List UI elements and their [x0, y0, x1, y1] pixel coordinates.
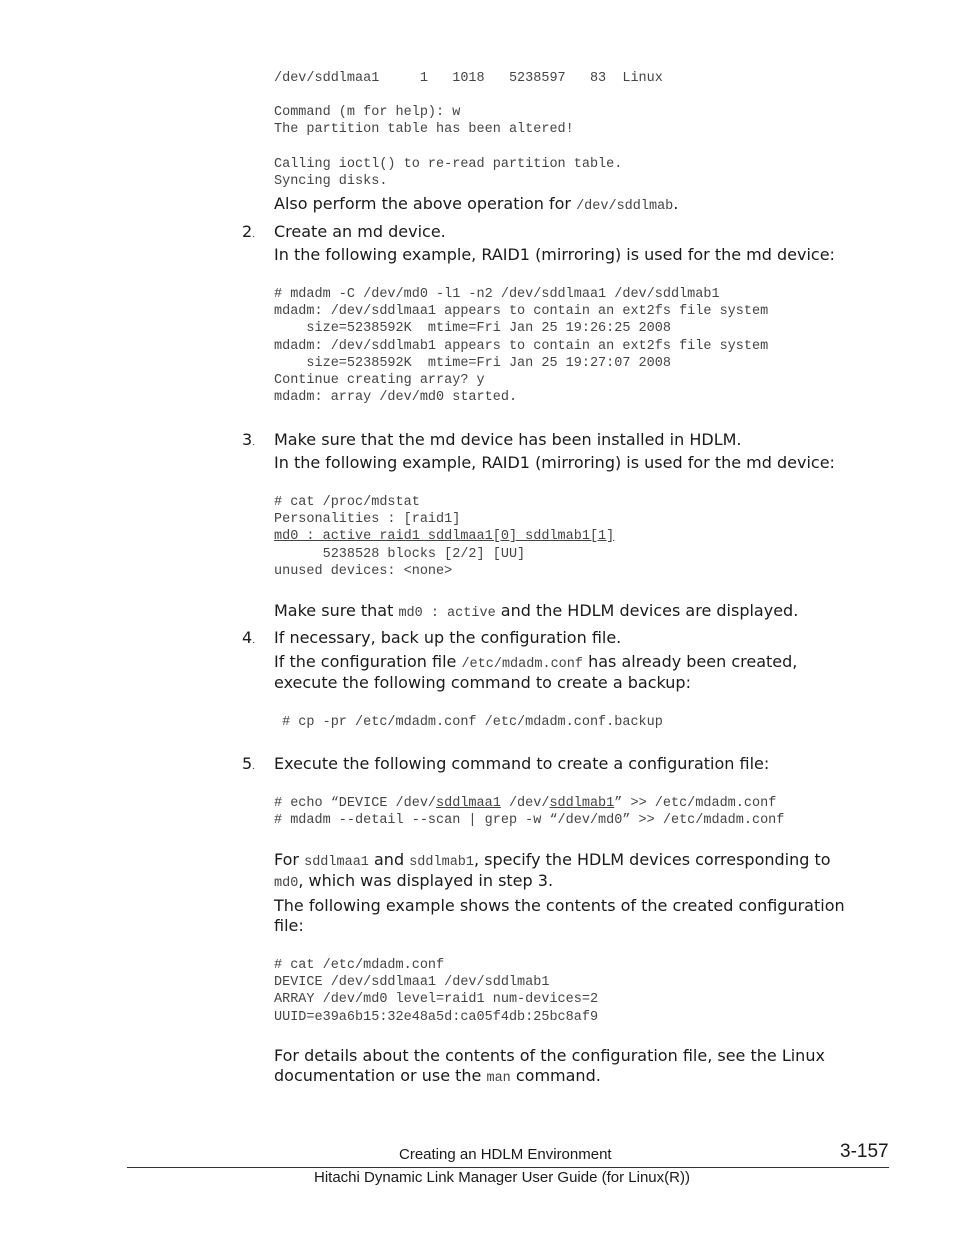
code-block-create-conf [274, 795, 784, 829]
code-line: ARRAY /dev/md0 level=raid1 num-devices=2 [274, 992, 599, 1008]
footer-chapter: Creating an HDLM Environment [399, 1146, 612, 1163]
step5-details-text-2: documentation or use the man command. [274, 1066, 601, 1086]
code-line: DEVICE /dev/sddlmaa1 /dev/sddlmab1 [274, 975, 550, 991]
code-line: Command (m for help): w [274, 105, 461, 121]
code-line: # cat /etc/mdadm.conf [274, 958, 445, 973]
step5-for-text: For sddlmaa1 and sddlmab1, specify the HDLM devices corresponding to [274, 850, 831, 870]
step3-desc: In the following example, RAID1 (mirroring) is used for the md device: [274, 453, 835, 472]
step-number-4: 4. [242, 628, 256, 647]
step2-desc: In the following example, RAID1 (mirroring) is used for the md device: [274, 245, 835, 264]
step5-example-text-2: file: [274, 916, 304, 935]
code-line: UUID=e39a6b15:32e48a5d:ca05f4db:25bc8af9 [274, 1009, 599, 1025]
code-line: 5238528 blocks [2/2] [UU] [274, 546, 526, 562]
code-block-mdstat [274, 494, 614, 580]
code-line: size=5238592K mtime=Fri Jan 25 19:27:07 2008 [274, 355, 671, 371]
step4-desc2: execute the following command to create a backup: [274, 673, 691, 692]
step2-title: Create an md device. [274, 222, 446, 241]
also-perform-text: Also perform the above operation for /dev/sddlmab. [274, 194, 679, 214]
step5-for-text-2: md0, which was displayed in step 3. [274, 871, 554, 891]
code-line: Continue creating array? y [274, 373, 485, 389]
code-line: mdadm: array /dev/md0 started. [274, 390, 518, 406]
code-block-fdisk [274, 70, 663, 190]
code-line: unused devices: <none> [274, 563, 453, 579]
code-line: # mdadm -C /dev/md0 -l1 -n2 /dev/sddlmaa1 /dev/sddlmab1 [274, 287, 720, 302]
code-line: Personalities : [raid1] [274, 512, 461, 528]
step4-title: If necessary, back up the configuration file. [274, 628, 622, 647]
step-number-5: 5. [242, 754, 256, 773]
code-block-conf-contents [274, 957, 598, 1026]
step3-check: Make sure that md0 : active and the HDLM devices are displayed. [274, 601, 799, 621]
code-line-highlight: md0 : active raid1 sddlmaa1[0] sddlmab1[1] [274, 529, 615, 545]
code-line: Syncing disks. [274, 173, 388, 189]
step3-title: Make sure that the md device has been installed in HDLM. [274, 430, 742, 449]
code-line: # echo “DEVICE /dev/sddlmaa1 /dev/sddlmab1” >> /etc/mdadm.conf [274, 796, 777, 811]
code-line: # cp -pr /etc/mdadm.conf /etc/mdadm.conf.backup [274, 715, 663, 730]
step-number-2: 2. [242, 222, 256, 241]
step5-details-text: For details about the contents of the configuration file, see the Linux [274, 1046, 825, 1065]
code-line: mdadm: /dev/sddlmab1 appears to contain an ext2fs file system [274, 338, 769, 354]
page-number: 3-157 [840, 1141, 889, 1162]
code-line: Calling ioctl() to re-read partition table. [274, 156, 623, 172]
code-line: size=5238592K mtime=Fri Jan 25 19:26:25 2008 [274, 321, 671, 337]
step4-desc1: If the configuration file /etc/mdadm.conf has already been created, [274, 652, 798, 672]
code-line: mdadm: /dev/sddlmaa1 appears to contain an ext2fs file system [274, 304, 769, 320]
step-number-3: 3. [242, 430, 256, 449]
code-block-mdadm-create [274, 286, 768, 406]
step5-example-text: The following example shows the contents of the created configuration [274, 896, 845, 915]
code-line: # mdadm --detail --scan | grep -w “/dev/md0” >> /etc/mdadm.conf [274, 813, 785, 829]
step5-title: Execute the following command to create a configuration file: [274, 754, 770, 773]
footer-guide-title: Hitachi Dynamic Link Manager User Guide (for Linux(R)) [314, 1169, 690, 1186]
code-block-backup [274, 714, 663, 731]
code-line: /dev/sddlmaa1 1 1018 5238597 83 Linux [274, 71, 663, 86]
code-line: The partition table has been altered! [274, 122, 574, 138]
code-line: # cat /proc/mdstat [274, 495, 420, 510]
footer-divider [127, 1167, 889, 1168]
